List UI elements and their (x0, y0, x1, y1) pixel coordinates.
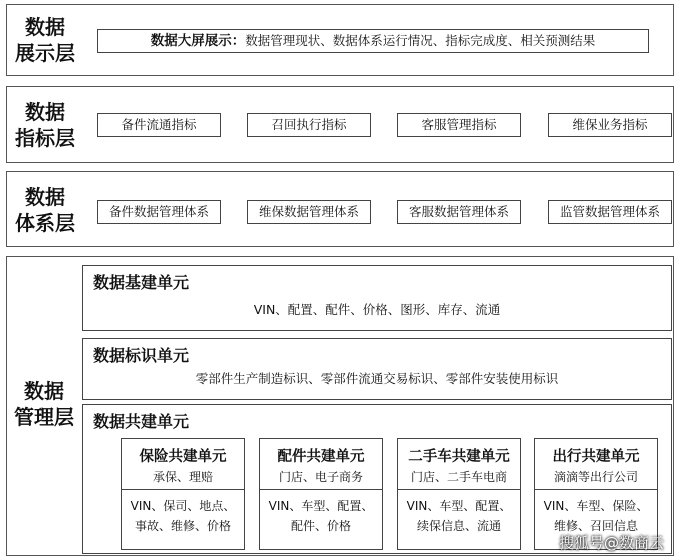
divider (260, 489, 382, 490)
divider (535, 489, 657, 490)
watermark: 搜狐号@数商云 (559, 534, 665, 552)
data-system-layer (6, 171, 674, 247)
indicator-box: 维保业务指标 (548, 113, 672, 137)
indicator-box: 召回执行指标 (247, 113, 371, 137)
system-box: 备件数据管理体系 (97, 200, 221, 224)
divider (122, 489, 244, 490)
insurance-cobuild-unit (121, 438, 245, 550)
sub-unit-items: VIN、车型、保险、 维修、召回信息 (543, 499, 649, 533)
infrastructure-unit (82, 265, 672, 331)
used-car-cobuild-unit (397, 438, 521, 550)
divider (398, 489, 520, 490)
sub-unit-items: VIN、车型、配置、 配件、价格 (268, 499, 374, 533)
dashboard-display-box (97, 29, 649, 53)
sub-unit-subtitle: 门店、二手车电商 (410, 470, 507, 484)
sub-unit-subtitle: 承保、理赔 (152, 470, 213, 484)
indicator-box: 备件流通指标 (97, 113, 221, 137)
infrastructure-unit-text: VIN、配置、配件、价格、图形、库存、流通 (253, 302, 501, 317)
system-box: 维保数据管理体系 (247, 200, 371, 224)
dashboard-display-text: 数据管理现状、数据体系运行情况、指标完成度、相关预测结果 (245, 33, 596, 48)
layer-title: 数据 体系层 (15, 185, 75, 235)
sub-unit-title: 二手车共建单元 (408, 449, 510, 465)
layer-title: 数据 展示层 (15, 15, 75, 65)
system-box: 客服数据管理体系 (397, 200, 521, 224)
management-layer-title: 数据 管理层 (14, 379, 74, 429)
system-box: 监管数据管理体系 (548, 200, 672, 224)
sub-unit-title: 配件共建单元 (277, 449, 365, 465)
sub-unit-items: VIN、车型、配置、 续保信息、流通 (406, 499, 512, 533)
identification-unit-text: 零部件生产制造标识、零部件流通交易标识、零部件安装使用标识 (195, 371, 559, 386)
data-display-layer (6, 4, 674, 76)
identification-unit (82, 338, 672, 400)
cobuild-unit-title: 数据共建单元 (93, 412, 190, 431)
data-indicator-layer (6, 86, 674, 163)
sub-unit-items: VIN、保司、地点、 事故、维修、价格 (130, 499, 236, 533)
indicator-box: 客服管理指标 (397, 113, 521, 137)
sub-unit-title: 出行共建单元 (552, 449, 640, 465)
infrastructure-unit-title: 数据基建单元 (93, 273, 190, 292)
layer-title: 数据 指标层 (15, 100, 75, 150)
sub-unit-subtitle: 滴滴等出行公司 (553, 470, 638, 484)
sub-unit-title: 保险共建单元 (139, 449, 227, 465)
sub-unit-subtitle: 门店、电子商务 (278, 470, 363, 484)
parts-cobuild-unit (259, 438, 383, 550)
dashboard-display-label: 数据大屏展示： (150, 33, 246, 49)
identification-unit-title: 数据标识单元 (93, 346, 190, 365)
